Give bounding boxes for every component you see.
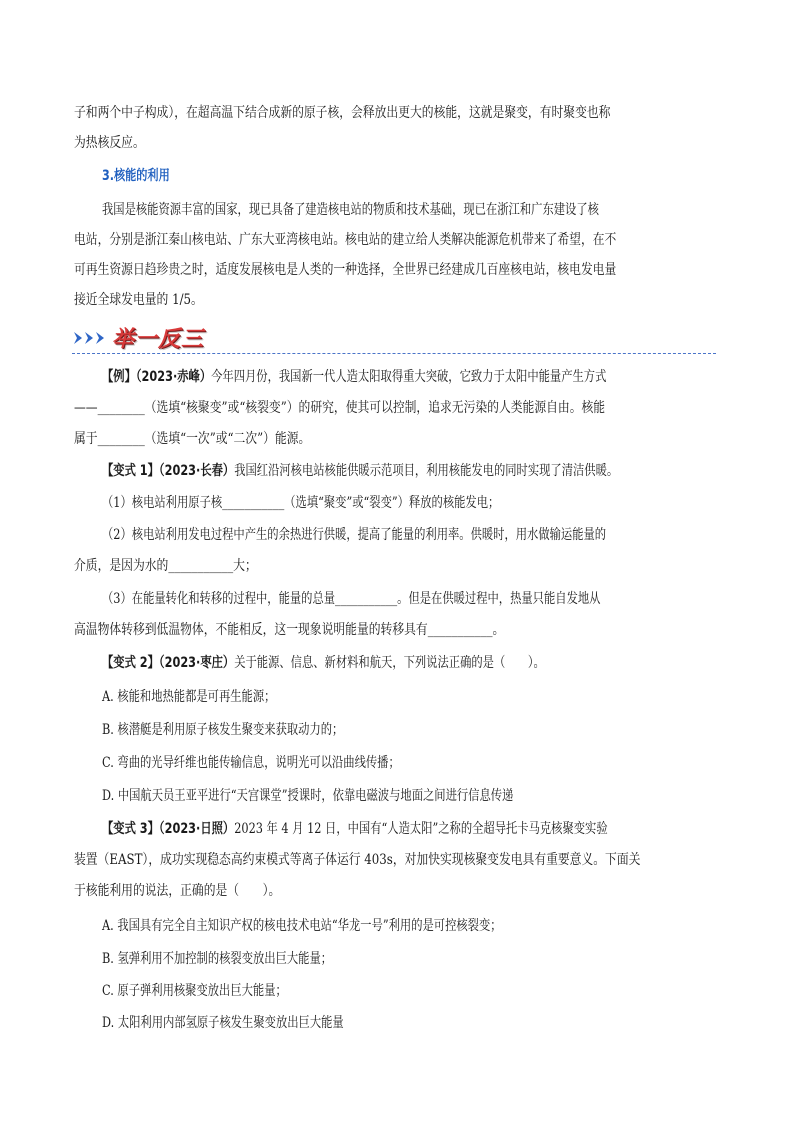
variant-3-text: 2023 年 4 月 12 日，中国有“人造太阳”之称的全超导托卡马克核聚变实验 <box>234 821 608 837</box>
paragraph-utilization-line-3: 可再生资源日趋珍贵之时，适度发展核电是人类的一种选择，全世界已经建成几百座核电站，核电发电量 <box>74 262 617 278</box>
example-line-3: 属于________（选填“一次”或“二次”）能源。 <box>74 431 311 447</box>
example-line-1 <box>102 367 734 387</box>
example-label: 【例】（2023·赤峰） <box>102 369 212 385</box>
variant-1-label: 【变式 1】（2023·长春） <box>102 463 235 479</box>
variant-3-option-a: A. 我国具有完全自主知识产权的核电技术电站“华龙一号”利用的是可控核裂变； <box>102 918 502 934</box>
banner-title: 举一反三 <box>112 327 205 352</box>
paragraph-utilization-line-4: 接近全球发电量的 1/5。 <box>74 292 203 308</box>
section-3-heading: 3.核能的利用 <box>102 168 170 184</box>
variant-1-text: 我国红沿河核电站核能供暖示范项目，利用核能发电的同时实现了清洁供暖。 <box>234 463 619 479</box>
variant-2-option-b: B. 核潜艇是利用原子核发生聚变来获取动力的； <box>102 722 344 738</box>
example-text-1: 今年四月份，我国新一代人造太阳取得重大突破，它致力于太阳中能量产生方式 <box>211 369 607 385</box>
paragraph-utilization-line-1: 我国是核能资源丰富的国家，现已具备了建造核电站的物质和技术基础，现已在浙江和广东建设了核 <box>102 202 599 218</box>
variant-1-question-1: （1）核电站利用原子核___________（选填“聚变”或“裂变”）释放的核能发电； <box>102 495 500 511</box>
triple-arrow-icon <box>72 328 112 348</box>
variant-1-question-3b: 高温物体转移到低温物体，不能相反，这一现象说明能量的转移具有___________。 <box>74 622 505 638</box>
variant-2-label: 【变式 2】（2023·枣庄） <box>102 655 235 671</box>
variant-3-option-d: D. 太阳利用内部氢原子核发生聚变放出巨大能量 <box>102 1015 344 1031</box>
example-line-2: ——________（选填“核聚变”或“核裂变”）的研究，使其可以控制，追求无污染的人类能源自由。核能 <box>74 400 606 416</box>
variant-2-line-1 <box>102 653 734 673</box>
variant-3-line-2: 装置（EAST），成功实现稳态高约束模式等离子体运行 403s，对加快实现核聚变发电具有重要意义。下面关 <box>74 852 641 868</box>
variant-3-label: 【变式 3】（2023·日照） <box>102 821 235 837</box>
variant-1-question-2a: （2）核电站利用发电过程中产生的余热进行供暖，提高了能量的利用率。供暖时，用水做输运能量的 <box>102 527 607 543</box>
paragraph-fusion-line-1: 子和两个中子构成），在超高温下结合成新的原子核，会释放出更大的核能，这就是聚变，有时聚变也称 <box>74 105 611 121</box>
variant-1-line-1 <box>102 461 734 481</box>
variant-3-line-1 <box>102 819 734 839</box>
paragraph-fusion-line-2: 为热核反应。 <box>74 135 145 151</box>
variant-2-option-d: D. 中国航天员王亚平进行“天宫课堂”授课时，依靠电磁波与地面之间进行信息传递 <box>102 788 514 804</box>
variant-3-line-3: 于核能利用的说法，正确的是（ ）。 <box>74 883 281 899</box>
variant-1-question-2b: 介质，是因为水的___________大； <box>74 558 257 574</box>
variant-3-option-c: C. 原子弹利用核聚变放出巨大能量； <box>102 983 287 999</box>
section-banner <box>72 320 716 356</box>
variant-2-option-a: A. 核能和地热能都是可再生能源； <box>102 689 276 705</box>
variant-2-option-c: C. 弯曲的光导纤维也能传输信息，说明光可以沿曲线传播； <box>102 755 400 771</box>
paragraph-utilization-line-2: 电站，分别是浙江秦山核电站、广东大亚湾核电站。核电站的建立给人类解决能源危机带来了希望，在不 <box>74 232 617 248</box>
variant-2-text: 关于能源、信息、新材料和航天，下列说法正确的是（ ）。 <box>234 655 545 671</box>
banner-divider <box>72 353 716 354</box>
variant-3-option-b: B. 氢弹利用不加控制的核裂变放出巨大能量； <box>102 951 333 967</box>
variant-1-question-3a: （3）在能量转化和转移的过程中，能量的总量___________。但是在供暖过程中，热量只能自发地从 <box>102 591 601 607</box>
